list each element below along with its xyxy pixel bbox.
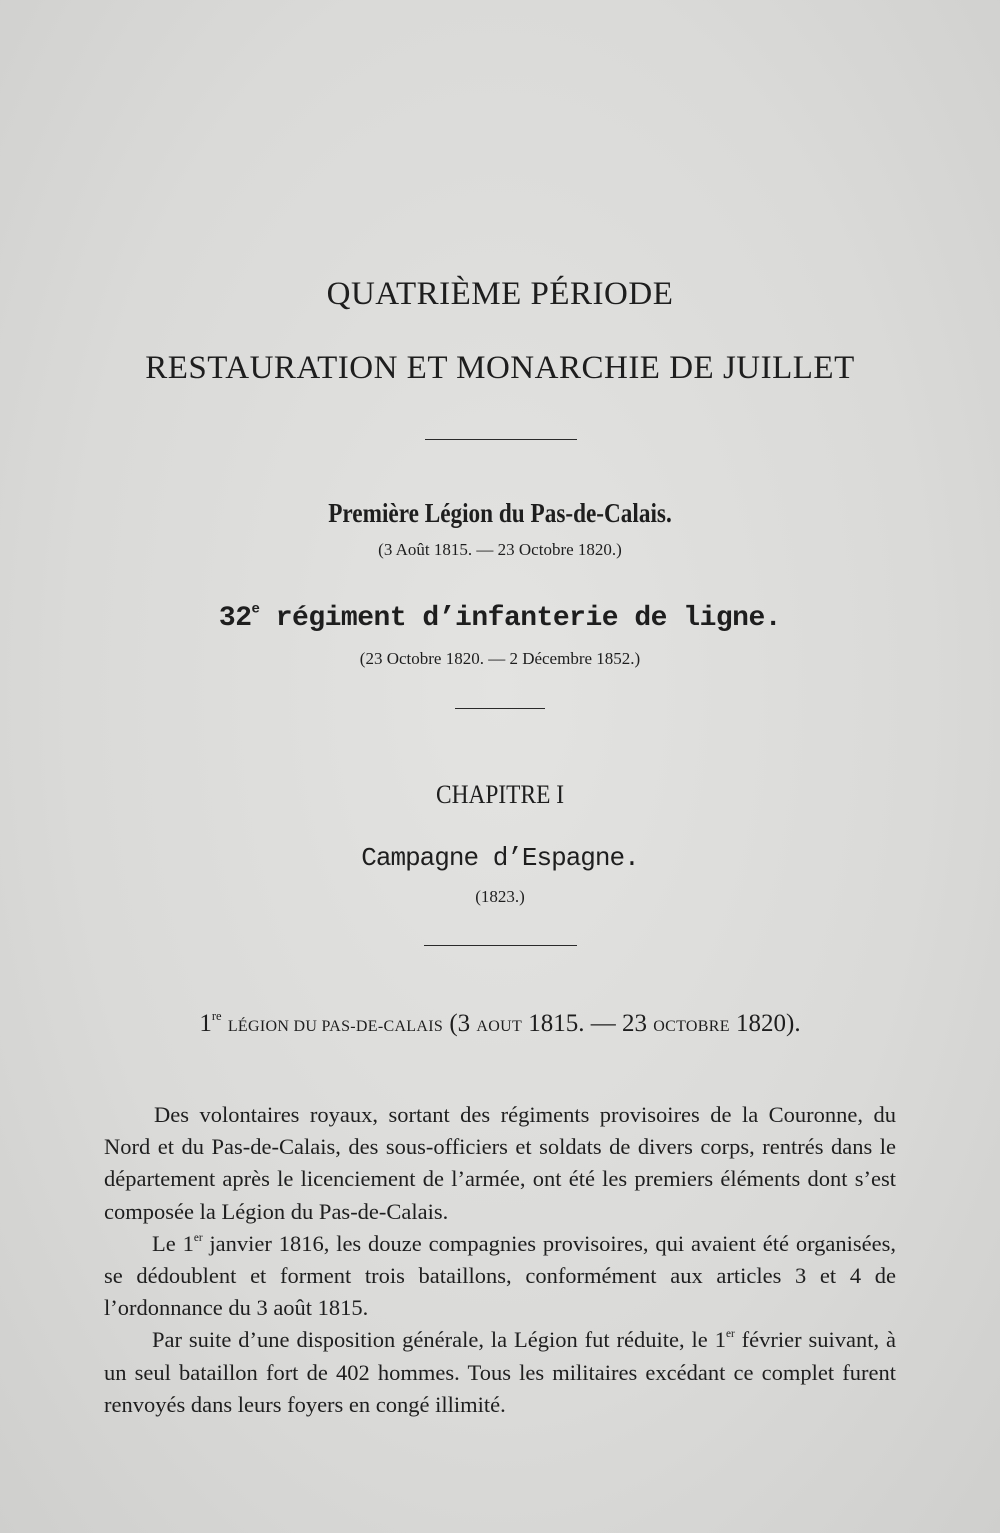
body-text [104,1099,896,1421]
legion-name: Première Légion du Pas-de-Calais. [328,498,672,528]
regiment-number-suffix: e [251,601,260,618]
paragraph-2-ordinal: er [193,1231,203,1244]
paragraph-2-start: Le 1 [152,1230,194,1256]
section-number-suffix: re [211,1008,222,1023]
paragraph-3-start: Par suite d’une disposition générale, la Légion fut réduite, le 1 [152,1327,726,1353]
section-number: 1 [199,1010,212,1037]
section-date-open: (3 [443,1010,477,1037]
paragraph-2-rest: janvier 1816, les douze compagnies provisoires, qui avaient été organisées, se dédoublent et forment trois bataillons, conformément aux articles 3 et 4 de l’ordonnance du 3 août 1815. [104,1230,896,1321]
regiment-name [0,603,1000,634]
section-month-2: OCTOBRE [653,1018,730,1035]
chapter-title: CHAPITRE I [435,780,565,809]
regiment-dates: (23 Octobre 1820. — 2 Décembre 1852.) [359,649,641,668]
section-month-1: AOUT [476,1018,523,1035]
section-heading [0,1010,1000,1038]
paragraph-3-rest: février suivant, à un seul bataillon fort de 402 hommes. Tous les militaires excédant ce complet furent renvoyés dans leurs foyers en congé illimité. [104,1327,897,1417]
paragraph-2 [104,1228,896,1325]
paragraph-3 [104,1324,896,1421]
section-divider [455,708,545,709]
regiment-name-text: régiment d’infanterie de ligne. [259,603,782,634]
section-legion-name: LÉGION DU PAS-DE-CALAIS [227,1018,444,1035]
regiment-number: 32 [218,603,252,634]
paragraph-3-ordinal: er [725,1328,735,1341]
section-year-1: 1815. — 23 [522,1010,654,1037]
paragraph-1: Des volontaires royaux, sortant des régiments provisoires de la Couronne, du Nord et du Pas-de-Calais, des sous-officiers et soldats de divers corps, rentrés dans le département après le licenciement de l’armée, ont été les premiers éléments dont s’est composée la Légion du Pas-de-Calais. [104,1102,896,1224]
section-year-2: 1820). [729,1010,801,1037]
section-divider [425,439,577,440]
legion-dates: (3 Août 1815. — 23 Octobre 1820.) [378,540,622,559]
era-title: RESTAURATION ET MONARCHIE DE JUILLET [145,350,855,386]
chapter-dates: (1823.) [475,887,525,906]
section-divider [424,945,577,946]
chapter-subtitle: Campagne d’Espagne. [361,843,639,873]
period-title: QUATRIÈME PÉRIODE [326,276,674,312]
